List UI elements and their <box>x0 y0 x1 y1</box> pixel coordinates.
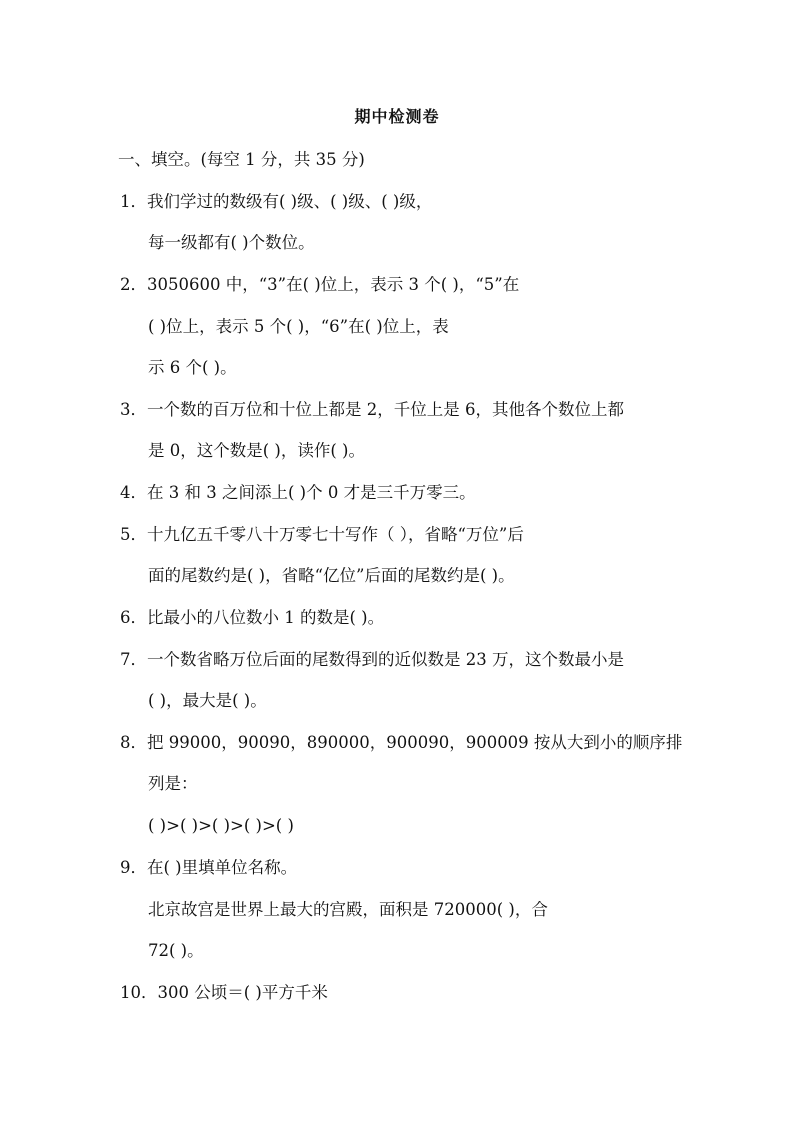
question-2-line-1: 2．3050600 中，“3”在( )位上，表示 3 个( )，“5”在 <box>120 275 520 294</box>
question-3-line-2: 是 0，这个数是( )，读作( )。 <box>148 441 365 460</box>
question-5-line-2: 面的尾数约是( )，省略“亿位”后面的尾数约是( )。 <box>148 566 515 585</box>
question-3-line-1: 3．一个数的百万位和十位上都是 2，千位上是 6，其他各个数位上都 <box>120 400 624 419</box>
question-9-line-3: 72( )。 <box>148 941 204 960</box>
question-9-line-1: 9．在( )里填单位名称。 <box>120 858 298 877</box>
question-9-line-2: 北京故宫是世界上最大的宫殿，面积是 720000( )，合 <box>148 900 548 919</box>
question-2-line-2: ( )位上，表示 5 个( )，“6”在( )位上，表 <box>148 317 449 336</box>
question-8-answer-line: ( )>( )>( )>( )>( ) <box>148 816 294 835</box>
section-heading: 一、填空。(每空 1 分，共 35 分) <box>118 150 365 169</box>
question-1-line-1: 1．我们学过的数级有( )级、( )级、( )级， <box>120 192 433 211</box>
question-6-line-1: 6．比最小的八位数小 1 的数是( )。 <box>120 608 385 627</box>
question-4-line-1: 4．在 3 和 3 之间添上( )个 0 才是三千万零三。 <box>120 483 476 502</box>
question-8-line-2: 列是： <box>148 774 198 793</box>
question-5-line-1: 5．十九亿五千零八十万零七十写作（ ），省略“万位”后 <box>120 525 524 544</box>
question-2-line-3: 示 6 个( )。 <box>148 358 237 377</box>
question-8-line-1: 8．把 99000，90090，890000，900090，900009 按从大到小的顺序排 <box>120 733 683 752</box>
question-7-line-2: ( )，最大是( )。 <box>148 691 267 710</box>
page-title: 期中检测卷 <box>354 107 440 126</box>
question-1-line-2: 每一级都有( )个数位。 <box>148 233 315 252</box>
question-7-line-1: 7．一个数省略万位后面的尾数得到的近似数是 23 万，这个数最小是 <box>120 650 624 669</box>
question-10-line-1: 10．300 公顷＝( )平方千米 <box>120 983 328 1002</box>
